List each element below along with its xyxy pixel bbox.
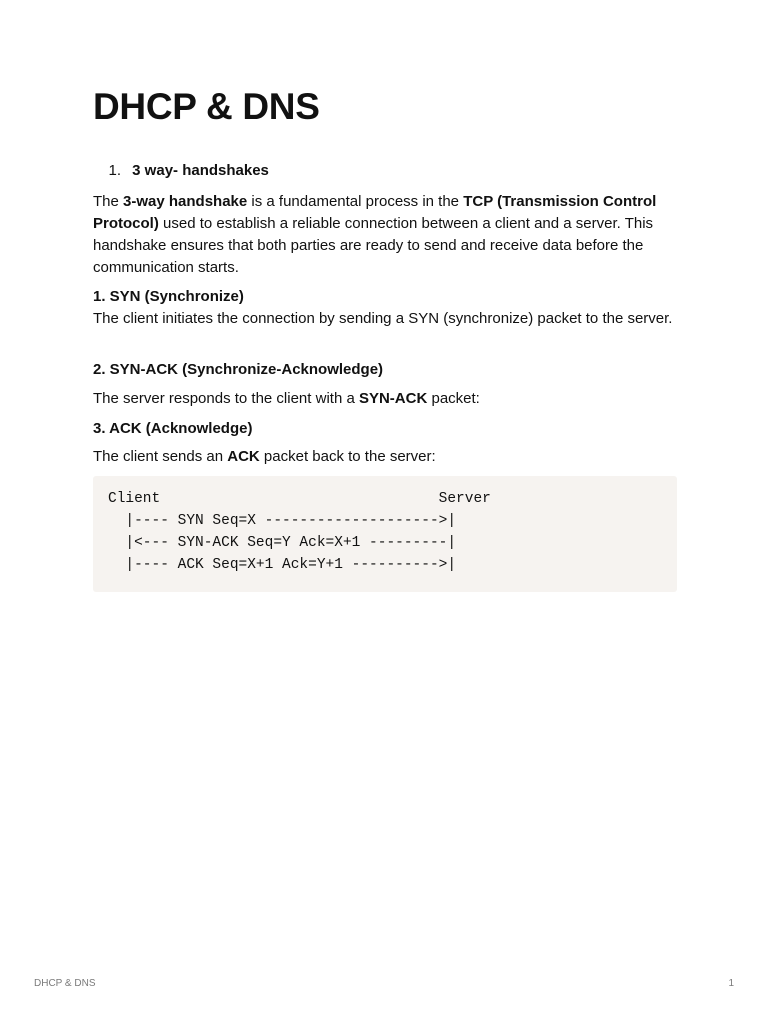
step2-text bbox=[93, 388, 677, 410]
step1-heading: 1. SYN (Synchronize) bbox=[93, 288, 244, 305]
page-title: DHCP & DNS bbox=[93, 86, 320, 127]
code-line: |---- SYN Seq=X -------------------->| bbox=[108, 513, 457, 529]
step3-text-1: The client sends an bbox=[93, 448, 228, 465]
code-block bbox=[93, 476, 677, 592]
list-number: 1. bbox=[108, 162, 121, 179]
step2-bold: SYN-ACK bbox=[358, 390, 428, 407]
intro-bold-tcp: TCP (Transmission Control Protocol) bbox=[93, 193, 657, 232]
step2-text-1: The server responds to the client with a bbox=[93, 390, 359, 407]
intro-text-2: is a fundamental process in the bbox=[247, 193, 464, 210]
step1-text: The client initiates the connection by sending a SYN (synchronize) packet to the server. bbox=[93, 310, 673, 327]
step2-text-2: packet: bbox=[427, 390, 480, 407]
step3-text bbox=[93, 446, 677, 468]
step3-bold: ACK bbox=[227, 448, 260, 465]
code-line: |<--- SYN-ACK Seq=Y Ack=X+1 ---------| bbox=[108, 535, 457, 551]
intro-paragraph bbox=[93, 191, 677, 279]
list-label: 3 way- handshakes bbox=[132, 162, 269, 179]
code-line: Client Server bbox=[108, 491, 491, 507]
code-line: |---- ACK Seq=X+1 Ack=Y+1 ---------->| bbox=[108, 557, 457, 573]
intro-text-3: used to establish a reliable connection between a client and a server. This handshake ensures that both parties are ready to send and receive data before the communication starts. bbox=[93, 215, 654, 276]
numbered-list-item bbox=[93, 160, 677, 182]
intro-bold-handshake: 3-way handshake bbox=[123, 193, 248, 210]
step3-heading: 3. ACK (Acknowledge) bbox=[93, 420, 253, 437]
footer-title: DHCP & DNS bbox=[34, 978, 96, 989]
intro-text-1: The bbox=[93, 193, 124, 210]
footer-page-number: 1 bbox=[728, 978, 734, 989]
step2-heading: 2. SYN-ACK (Synchronize-Acknowledge) bbox=[93, 361, 384, 378]
step3-text-2: packet back to the server: bbox=[259, 448, 436, 465]
